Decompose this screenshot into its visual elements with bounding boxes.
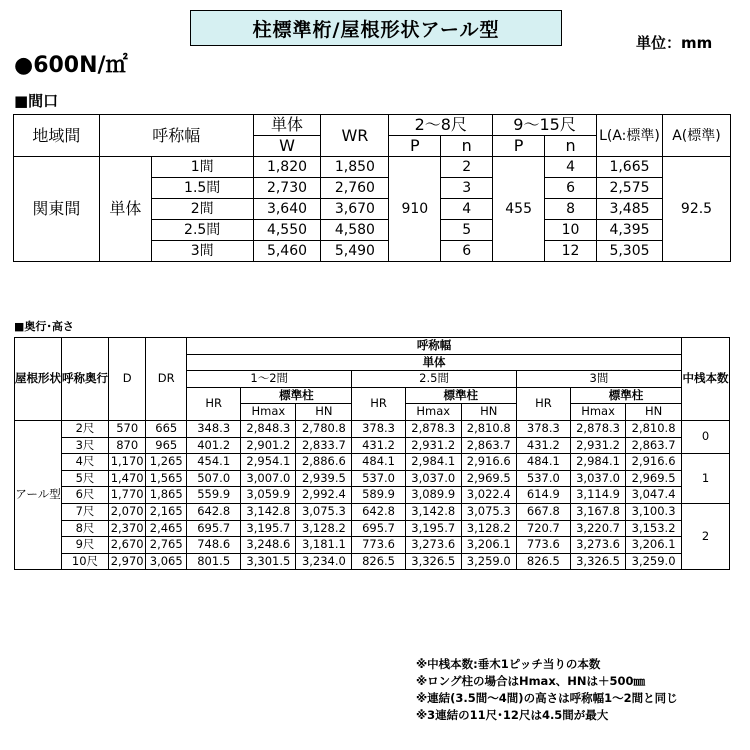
- header-a-std: A(標準): [662, 115, 730, 157]
- hn-value: 3,259.0: [461, 553, 516, 570]
- d-value: 870: [109, 437, 146, 454]
- n-9-15-value: 10: [545, 220, 597, 241]
- d-value: 2,670: [109, 537, 146, 554]
- hmax-value: 3,037.0: [571, 470, 626, 487]
- d-value: 570: [109, 420, 146, 437]
- table-row: [15, 553, 730, 570]
- header-dr: DR: [146, 338, 187, 421]
- n-2-8-value: 6: [441, 241, 493, 262]
- hn-value: 3,181.1: [296, 537, 352, 554]
- frontage-heading: ■間口: [14, 92, 59, 110]
- type-cell: 単体: [99, 157, 151, 262]
- mid-beam-count: 0: [682, 420, 730, 453]
- dr-value: 2,165: [146, 503, 187, 520]
- hr-value: 559.9: [187, 487, 241, 504]
- dr-value: 2,765: [146, 537, 187, 554]
- header-p: P: [493, 136, 545, 157]
- l-value: 1,665: [597, 157, 663, 178]
- header-span-9-15: 9〜15尺: [493, 115, 597, 136]
- hn-value: 2,886.6: [296, 454, 352, 471]
- hmax-value: 2,878.3: [571, 420, 626, 437]
- hn-value: 3,206.1: [626, 537, 682, 554]
- hmax-value: 3,142.8: [241, 503, 296, 520]
- hn-value: 2,969.5: [461, 470, 516, 487]
- header-n: n: [441, 136, 493, 157]
- header-roof-shape: 屋根形状: [15, 338, 62, 421]
- table-row: [15, 520, 730, 537]
- d-value: 1,170: [109, 454, 146, 471]
- hn-value: 3,075.3: [461, 503, 516, 520]
- note-line: ※ロング柱の場合はHmax、HNは＋500㎜: [416, 674, 645, 688]
- hn-value: 2,810.8: [626, 420, 682, 437]
- header-single: 単体: [253, 115, 321, 136]
- w-value: 4,550: [253, 220, 321, 241]
- hn-value: 2,863.7: [461, 437, 516, 454]
- hr-value: 720.7: [516, 520, 570, 537]
- header-nominal-width: 呼称幅: [99, 115, 253, 157]
- header-wr: WR: [321, 115, 389, 157]
- hmax-value: 3,273.6: [571, 537, 626, 554]
- l-value: 3,485: [597, 199, 663, 220]
- depth-name: 6尺: [62, 487, 109, 504]
- n-2-8-value: 3: [441, 178, 493, 199]
- header-p: P: [389, 136, 441, 157]
- hr-value: 773.6: [352, 537, 405, 554]
- w-value: 5,460: [253, 241, 321, 262]
- hr-value: 537.0: [352, 470, 405, 487]
- header-nominal-depth: 呼称奥行: [62, 338, 109, 421]
- hr-value: 431.2: [516, 437, 570, 454]
- hmax-value: 3,301.5: [241, 553, 296, 570]
- hr-value: 431.2: [352, 437, 405, 454]
- depth-name: 2尺: [62, 420, 109, 437]
- hr-value: 378.3: [352, 420, 405, 437]
- hr-value: 537.0: [516, 470, 570, 487]
- hn-value: 2,992.4: [296, 487, 352, 504]
- hr-value: 484.1: [352, 454, 405, 471]
- wr-value: 4,580: [321, 220, 389, 241]
- hr-value: 695.7: [352, 520, 405, 537]
- hr-value: 484.1: [516, 454, 570, 471]
- hmax-value: 2,848.3: [241, 420, 296, 437]
- hn-value: 2,969.5: [626, 470, 682, 487]
- width-name: 2間: [151, 199, 253, 220]
- n-9-15-value: 12: [545, 241, 597, 262]
- mid-beam-count: 2: [682, 503, 730, 569]
- l-value: 2,575: [597, 178, 663, 199]
- hn-value: 3,234.0: [296, 553, 352, 570]
- hn-value: 3,075.3: [296, 503, 352, 520]
- hn-value: 2,780.8: [296, 420, 352, 437]
- hr-value: 589.9: [352, 487, 405, 504]
- hr-value: 454.1: [187, 454, 241, 471]
- header-span-2-8: 2〜8尺: [389, 115, 493, 136]
- header-group-3: 3間: [516, 371, 681, 388]
- n-2-8-value: 2: [441, 157, 493, 178]
- p-2-8-value: 910: [389, 157, 441, 262]
- n-9-15-value: 6: [545, 178, 597, 199]
- w-value: 1,820: [253, 157, 321, 178]
- hr-value: 826.5: [516, 553, 570, 570]
- hn-value: 2,810.8: [461, 420, 516, 437]
- hn-value: 2,916.6: [626, 454, 682, 471]
- region-cell: 関東間: [14, 157, 100, 262]
- l-value: 5,305: [597, 241, 663, 262]
- width-name: 3間: [151, 241, 253, 262]
- hn-value: 3,153.2: [626, 520, 682, 537]
- table-row: [14, 157, 731, 178]
- mid-beam-count: 1: [682, 454, 730, 504]
- header-l-std: L(A:標準): [597, 115, 663, 157]
- header-group-2: 2.5間: [352, 371, 516, 388]
- hr-value: 614.9: [516, 487, 570, 504]
- dr-value: 2,465: [146, 520, 187, 537]
- header-hr: HR: [352, 387, 405, 420]
- load-rating: ●600N/㎡: [14, 53, 128, 78]
- dr-value: 1,565: [146, 470, 187, 487]
- n-9-15-value: 4: [545, 157, 597, 178]
- hmax-value: 2,931.2: [571, 437, 626, 454]
- hmax-value: 2,931.2: [405, 437, 461, 454]
- hr-value: 695.7: [187, 520, 241, 537]
- hr-value: 642.8: [187, 503, 241, 520]
- page-title: 柱標準桁/屋根形状アール型: [190, 10, 562, 46]
- header-hmax: Hmax: [405, 404, 461, 421]
- hmax-value: 3,007.0: [241, 470, 296, 487]
- depth-name: 4尺: [62, 454, 109, 471]
- notes: [416, 656, 678, 724]
- width-name: 2.5間: [151, 220, 253, 241]
- hmax-value: 3,273.6: [405, 537, 461, 554]
- depth-name: 10尺: [62, 553, 109, 570]
- d-value: 1,770: [109, 487, 146, 504]
- hmax-value: 3,114.9: [571, 487, 626, 504]
- p-9-15-value: 455: [493, 157, 545, 262]
- width-name: 1間: [151, 157, 253, 178]
- hn-value: 2,833.7: [296, 437, 352, 454]
- hmax-value: 3,220.7: [571, 520, 626, 537]
- hmax-value: 3,142.8: [405, 503, 461, 520]
- hr-value: 348.3: [187, 420, 241, 437]
- hn-value: 2,863.7: [626, 437, 682, 454]
- table-row: [15, 487, 730, 504]
- w-value: 2,730: [253, 178, 321, 199]
- hn-value: 3,100.3: [626, 503, 682, 520]
- d-value: 2,370: [109, 520, 146, 537]
- w-value: 3,640: [253, 199, 321, 220]
- depth-name: 3尺: [62, 437, 109, 454]
- wr-value: 2,760: [321, 178, 389, 199]
- width-name: 1.5間: [151, 178, 253, 199]
- hmax-value: 2,901.2: [241, 437, 296, 454]
- note-line: ※3連結の11尺･12尺は4.5間が最大: [416, 708, 609, 722]
- hmax-value: 3,195.7: [405, 520, 461, 537]
- depth-name: 5尺: [62, 470, 109, 487]
- n-9-15-value: 8: [545, 199, 597, 220]
- d-value: 2,070: [109, 503, 146, 520]
- n-2-8-value: 4: [441, 199, 493, 220]
- hn-value: 3,022.4: [461, 487, 516, 504]
- wr-value: 1,850: [321, 157, 389, 178]
- hr-value: 801.5: [187, 553, 241, 570]
- hmax-value: 3,326.5: [405, 553, 461, 570]
- hr-value: 667.8: [516, 503, 570, 520]
- depth-name: 8尺: [62, 520, 109, 537]
- hn-value: 2,916.6: [461, 454, 516, 471]
- unit-label: 単位：mm: [636, 34, 713, 52]
- hr-value: 748.6: [187, 537, 241, 554]
- header-std-post: 標準柱: [571, 387, 682, 404]
- a-value: 92.5: [662, 157, 730, 262]
- frontage-table: [13, 114, 731, 262]
- header-n: n: [545, 136, 597, 157]
- header-hn: HN: [461, 404, 516, 421]
- header-hn: HN: [296, 404, 352, 421]
- header-hr: HR: [187, 387, 241, 420]
- table-row: [15, 537, 730, 554]
- header-hmax: Hmax: [571, 404, 626, 421]
- hn-value: 2,939.5: [296, 470, 352, 487]
- header-hr: HR: [516, 387, 570, 420]
- hn-value: 3,206.1: [461, 537, 516, 554]
- table-row: [15, 454, 730, 471]
- dr-value: 965: [146, 437, 187, 454]
- hn-value: 3,047.4: [626, 487, 682, 504]
- hmax-value: 2,984.1: [405, 454, 461, 471]
- hmax-value: 2,878.3: [405, 420, 461, 437]
- hn-value: 3,259.0: [626, 553, 682, 570]
- hmax-value: 3,326.5: [571, 553, 626, 570]
- l-value: 4,395: [597, 220, 663, 241]
- header-group-1: 1〜2間: [187, 371, 352, 388]
- wr-value: 5,490: [321, 241, 389, 262]
- n-2-8-value: 5: [441, 220, 493, 241]
- hr-value: 507.0: [187, 470, 241, 487]
- hmax-value: 3,195.7: [241, 520, 296, 537]
- hmax-value: 2,984.1: [571, 454, 626, 471]
- dr-value: 1,865: [146, 487, 187, 504]
- wr-value: 3,670: [321, 199, 389, 220]
- hr-value: 826.5: [352, 553, 405, 570]
- dr-value: 3,065: [146, 553, 187, 570]
- depth-name: 9尺: [62, 537, 109, 554]
- dr-value: 665: [146, 420, 187, 437]
- header-hmax: Hmax: [241, 404, 296, 421]
- hr-value: 773.6: [516, 537, 570, 554]
- hmax-value: 3,037.0: [405, 470, 461, 487]
- hr-value: 642.8: [352, 503, 405, 520]
- header-hn: HN: [626, 404, 682, 421]
- note-line: ※中桟本数:垂木1ピッチ当りの本数: [416, 657, 601, 671]
- depth-height-heading: ■奥行･高さ: [14, 320, 74, 333]
- header-std-post: 標準柱: [405, 387, 516, 404]
- header-single: 単体: [187, 354, 682, 371]
- hr-value: 401.2: [187, 437, 241, 454]
- depth-height-table: [14, 337, 730, 570]
- table-row: [15, 420, 730, 437]
- d-value: 2,970: [109, 553, 146, 570]
- header-mid-beams: 中桟本数: [682, 338, 730, 421]
- hmax-value: 2,954.1: [241, 454, 296, 471]
- header-region: 地域間: [14, 115, 100, 157]
- note-line: ※連結(3.5間〜4間)の高さは呼称幅1〜2間と同じ: [416, 691, 678, 705]
- header-std-post: 標準柱: [241, 387, 352, 404]
- hr-value: 378.3: [516, 420, 570, 437]
- d-value: 1,470: [109, 470, 146, 487]
- header-d: D: [109, 338, 146, 421]
- hmax-value: 3,089.9: [405, 487, 461, 504]
- table-row: [15, 503, 730, 520]
- hmax-value: 3,059.9: [241, 487, 296, 504]
- roof-shape-cell: アール型: [15, 420, 62, 569]
- header-nominal-width: 呼称幅: [187, 338, 682, 355]
- depth-name: 7尺: [62, 503, 109, 520]
- table-row: [15, 470, 730, 487]
- table-row: [15, 437, 730, 454]
- hmax-value: 3,248.6: [241, 537, 296, 554]
- header-w: W: [253, 136, 321, 157]
- hn-value: 3,128.2: [296, 520, 352, 537]
- hn-value: 3,128.2: [461, 520, 516, 537]
- dr-value: 1,265: [146, 454, 187, 471]
- hmax-value: 3,167.8: [571, 503, 626, 520]
